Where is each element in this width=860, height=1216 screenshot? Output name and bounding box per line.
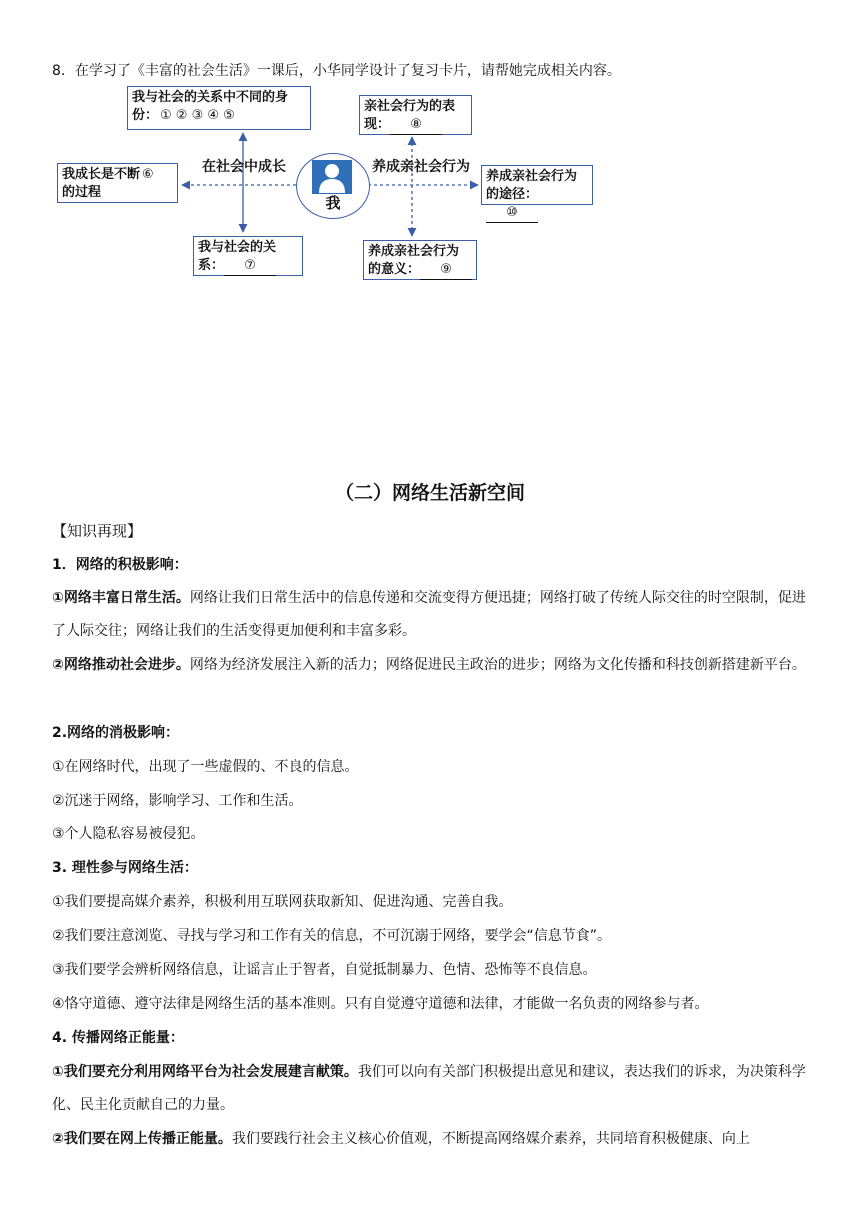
box-growth-line1 <box>62 166 173 184</box>
box-growth <box>57 163 178 203</box>
question-8: 8．在学习了《丰富的社会生活》一课后，小华同学设计了复习卡片，请帮她完成相关内容。 <box>52 63 621 79</box>
box-relation-line1: 我与社会的关 <box>198 240 277 255</box>
heading-positive: 1．网络的积极影响： <box>52 557 188 573</box>
paragraph-positive-2 <box>52 649 812 682</box>
box-roles-line2-label: 份： <box>132 108 159 123</box>
box-path-line1: 养成亲社会行为 <box>486 169 578 184</box>
box-roles-line2 <box>132 107 306 125</box>
blank-1-5: ① ② ③ ④ ⑤ <box>160 108 235 123</box>
rational-item-3: ③我们要学会辨析网络信息，让谣言止于智者，自觉抵制暴力、色情、恐怖等不良信息。 <box>52 962 597 978</box>
box-relation-line2 <box>198 257 298 276</box>
negative-item-1: ①在网络时代，出现了一些虚假的、不良的信息。 <box>52 759 359 775</box>
box-path <box>481 165 593 220</box>
energy-item-1 <box>52 1056 812 1122</box>
center-node <box>296 153 370 219</box>
energy-item-2-lead: ②我们要在网上传播正能量。 <box>52 1131 232 1147</box>
negative-item-3: ③个人隐私容易被侵犯。 <box>52 826 205 842</box>
paragraph-positive-1 <box>52 582 812 648</box>
box-expression <box>359 95 472 135</box>
paragraph-positive-2-body: 网络为经济发展注入新的活力；网络促进民主政治的进步；网络为文化传播和科技创新搭建新平台。 <box>189 657 806 673</box>
rational-item-1: ①我们要提高媒介素养，积极利用互联网获取新知、促进沟通、完善自我。 <box>52 894 513 910</box>
blank-9: ⑨ <box>420 261 472 280</box>
blank-8: ⑧ <box>390 116 442 135</box>
box-relation-label: 系： <box>198 258 225 273</box>
rational-item-4: ④恪守道德、遵守法律是网络生活的基本准则。只有自觉遵守道德和法律，才能做一名负责的网络参与者。 <box>52 996 709 1012</box>
rational-item-2: ②我们要注意浏览、寻找与学习和工作有关的信息，不可沉溺于网络，要学会“信息节食”。 <box>52 928 612 944</box>
box-meaning-line1: 养成亲社会行为 <box>368 244 460 259</box>
blank-6: ⑥ <box>142 167 154 182</box>
box-relation <box>193 236 303 276</box>
box-path-label: 的途径： <box>486 187 539 202</box>
box-growth-line2: 的过程 <box>62 185 102 200</box>
blank-7: ⑦ <box>224 257 276 276</box>
paragraph-positive-2-lead: ②网络推动社会进步。 <box>52 657 190 673</box>
box-expression-label: 现： <box>364 117 391 132</box>
box-growth-label: 我成长是不断 <box>62 167 141 182</box>
axis-label-left: 在社会中成长 <box>202 159 286 175</box>
box-roles-line1: 我与社会的关系中不同的身 <box>132 90 289 105</box>
heading-rational: 3. 理性参与网络生活： <box>52 860 198 876</box>
box-path-line2 <box>486 186 588 223</box>
paragraph-positive-1-lead: ①网络丰富日常生活。 <box>52 590 190 606</box>
blank-10: ⑩ <box>486 204 538 223</box>
negative-item-2: ②沉迷于网络，影响学习、工作和生活。 <box>52 793 303 809</box>
heading-positive-energy: 4. 传播网络正能量： <box>52 1030 184 1046</box>
energy-item-1-body: 我们可以向有关部门积极提出意见和建议，表达我们的诉求，为决策科学化、民主化贡献自己的力量。 <box>52 1064 806 1113</box>
box-meaning-label: 的意义： <box>368 262 421 277</box>
axis-label-right: 养成亲社会行为 <box>372 159 470 175</box>
box-meaning <box>363 240 477 280</box>
energy-item-2 <box>52 1123 812 1156</box>
knowledge-header: 【知识再现】 <box>52 522 143 540</box>
box-expression-line2 <box>364 116 467 135</box>
heading-negative: 2.网络的消极影响： <box>52 725 180 741</box>
paragraph-positive-1-body: 网络让我们日常生活中的信息传递和交流变得方便迅捷；网络打破了传统人际交往的时空限制，促进了人际交往；网络让我们的生活变得更加便利和丰富多彩。 <box>52 590 806 639</box>
person-icon <box>312 160 352 194</box>
box-meaning-line2 <box>368 261 472 280</box>
center-label: 我 <box>325 194 341 212</box>
energy-item-1-lead: ①我们要充分利用网络平台为社会发展建言献策。 <box>52 1064 358 1080</box>
section-title: （二）网络生活新空间 <box>334 482 525 504</box>
box-roles <box>127 86 311 130</box>
box-expression-line1: 亲社会行为的表 <box>364 99 456 114</box>
energy-item-2-body: 我们要践行社会主义核心价值观，不断提高网络媒介素养，共同培育积极健康、向上 <box>231 1131 750 1147</box>
